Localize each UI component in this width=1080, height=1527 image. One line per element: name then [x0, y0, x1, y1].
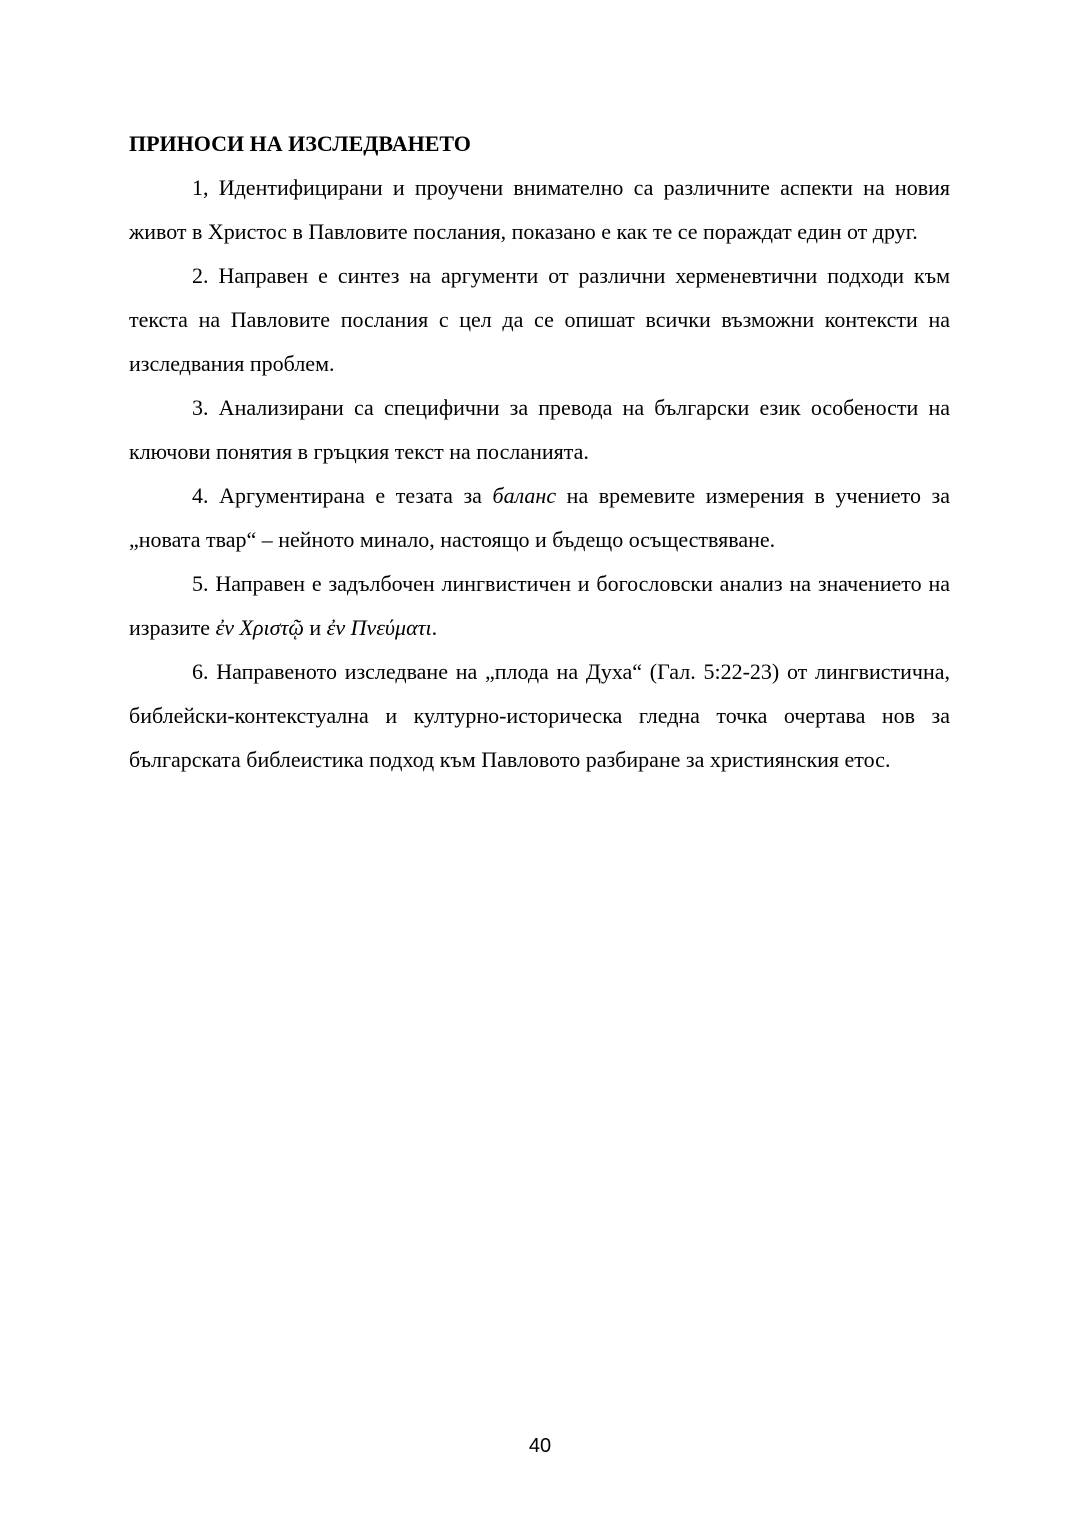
paragraph-5-text-middle: и — [303, 615, 327, 640]
paragraph-5-greek-term-1: ἐν Χριστῷ — [215, 615, 304, 640]
document-body — [129, 126, 950, 782]
paragraph-5-text-after: . — [431, 615, 438, 640]
paragraph-5-text-before: 5. Направен е задълбочен лингвистичен и богословски анализ на значението на изразите — [129, 571, 950, 640]
paragraph-6: 6. Направеното изследване на „плода на Духа“ (Гал. 5:22-23) от лингвистична, библейски-контекстуална и културно-историческа гледна точка очертава нов за българската библеистика подход към Павловото разбиране за християнския етос. — [129, 659, 950, 772]
paragraph-5-greek-term-2: ἐν Πνεύματι — [326, 615, 432, 640]
paragraph-1: 1, Идентифицирани и проучени внимателно са различните аспекти на новия живот в Христос в Павловите послания, показано е как те се пораждат един от друг. — [129, 175, 950, 244]
paragraph-2: 2. Направен е синтез на аргументи от различни херменевтични подходи към текста на Павловите послания с цел да се опишат всички възможни контексти на изследвания проблем. — [129, 263, 950, 376]
paragraph-4-text-after: на времевите измерения в учението за „новата твар“ – нейното минало, настоящо и бъдещо осъществяване. — [129, 483, 950, 552]
paragraph-4-italic-term: баланс — [492, 483, 557, 508]
paragraph-5 — [129, 562, 950, 650]
page-number: 40 — [528, 1435, 552, 1457]
paragraph-4 — [129, 474, 950, 562]
section-heading: ПРИНОСИ НА ИЗСЛЕДВАНЕТО — [129, 131, 471, 156]
paragraph-3: 3. Анализирани са специфични за превода на български език особености на ключови понятия в гръцкия текст на посланията. — [129, 395, 950, 464]
paragraph-4-text-before: 4. Аргументирана е тезата за — [192, 483, 493, 508]
